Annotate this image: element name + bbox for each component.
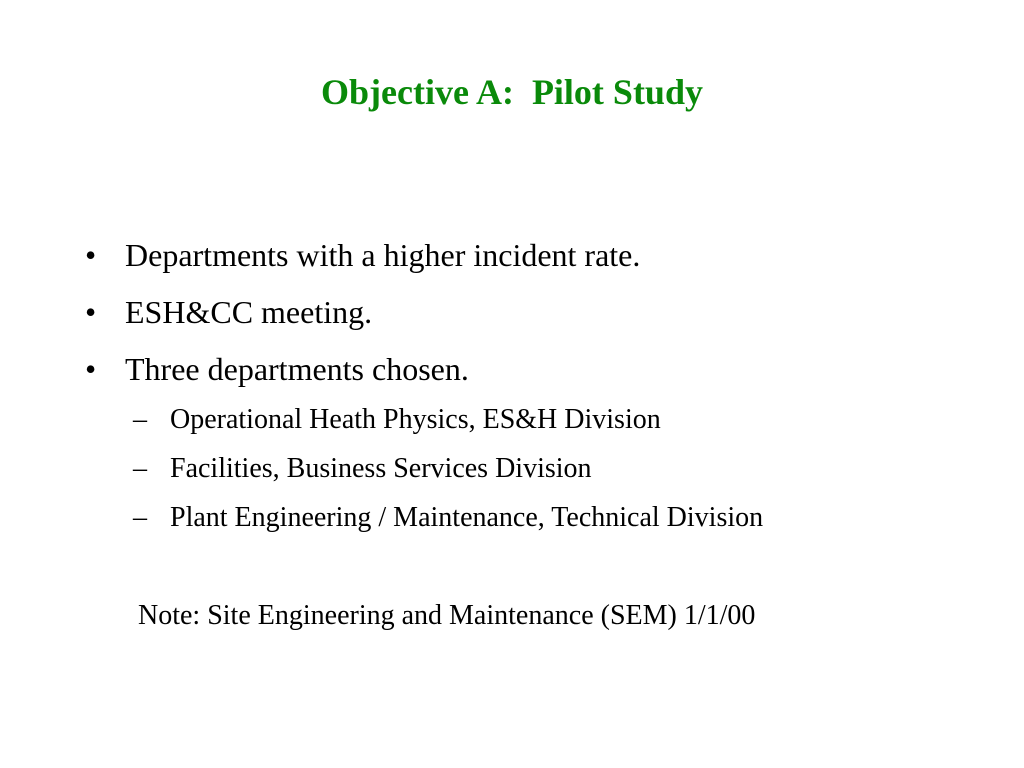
bullet-item	[85, 292, 372, 332]
bullet-marker: •	[85, 351, 97, 387]
bullet-item	[85, 349, 469, 389]
bullet-text: ESH&CC meeting.	[125, 294, 373, 330]
slide-title: Objective A: Pilot Study	[321, 72, 703, 112]
bullet-item	[85, 235, 640, 275]
bullet-text: Three departments chosen.	[125, 351, 469, 387]
sub-bullet-item	[133, 500, 763, 536]
sub-bullet-text: Plant Engineering / Maintenance, Technical Division	[170, 502, 764, 533]
sub-bullet-marker: –	[133, 502, 147, 533]
slide-note: Note: Site Engineering and Maintenance (SEM) 1/1/00	[138, 600, 756, 631]
sub-bullet-marker: –	[133, 453, 147, 484]
sub-bullet-item	[133, 451, 592, 487]
bullet-marker: •	[85, 237, 97, 273]
sub-bullet-marker: –	[133, 404, 147, 435]
sub-bullet-text: Operational Heath Physics, ES&H Division	[170, 404, 661, 435]
sub-bullet-item	[133, 402, 661, 438]
sub-bullet-text: Facilities, Business Services Division	[170, 453, 592, 484]
bullet-text: Departments with a higher incident rate.	[125, 237, 641, 273]
bullet-marker: •	[85, 294, 97, 330]
